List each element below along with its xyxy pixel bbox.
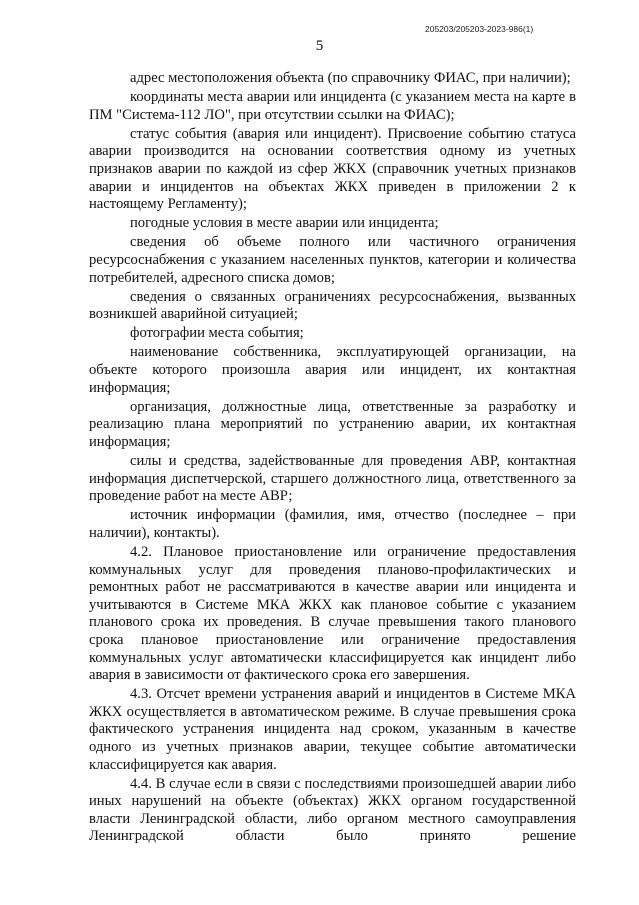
paragraph: организация, должностные лица, ответственные за разработку и реализацию плана мероприятий по устранению аварии, их контактная информация; <box>89 398 576 450</box>
document-body <box>89 70 576 848</box>
paragraph: сведения о связанных ограничениях ресурсоснабжения, вызванных возникшей аварийной ситуацией; <box>89 288 576 323</box>
paragraph: сведения об объеме полного или частичного ограничения ресурсоснабжения с указанием населенных пунктов, категории и количества потребителей, адресного списка домов; <box>89 234 576 286</box>
page-number: 5 <box>315 38 324 54</box>
document-id: 205203/205203-2023-986(1) <box>425 24 534 34</box>
paragraph: адрес местоположения объекта (по справочнику ФИАС, при наличии); <box>130 70 571 86</box>
paragraph: координаты места аварии или инцидента (с указанием места на карте в ПМ "Система-112 ЛО", при отсутствии ссылки на ФИАС); <box>89 89 576 123</box>
paragraph: статус события (авария или инцидент). Присвоение событию статуса аварии производится на основании соответствия одному из учетных признаков аварии по каждой из сфер ЖКХ (справочник учетных признаков аварии и инцидентов на объектах ЖКХ приведен в приложении 2 к настоящему Регламенту); <box>89 125 576 213</box>
paragraph: 4.2. Плановое приостановление или ограничение предоставления коммунальных услуг для проведения планово-профилактических и ремонтных работ не рассматриваются в качестве аварии или инцидента и учитываются в Системе МКА ЖКХ как плановое событие с указанием планового срока их проведения. В случае превышения такого планового срока плановое приостановление или ограничение предоставления коммунальных услуг автоматически классифицируется как инцидент либо авария в зависимости от фактического срока его завершения. <box>89 543 576 684</box>
paragraph: фотографии места события; <box>130 325 304 342</box>
paragraph: 4.3. Отсчет времени устранения аварий и инцидентов в Системе МКА ЖКХ осуществляется в автоматическом режиме. В случае превышения срока фактического устранения инцидента над сроком, указанным в качестве одного из учетных признаков аварии, текущее событие автоматически классифицируется как авария. <box>89 686 576 773</box>
paragraph: источник информации (фамилия, имя, отчество (последнее – при наличии), контакты). <box>89 507 576 541</box>
paragraph: силы и средства, задействованные для проведения АВР, контактная информация диспетчерской, старшего должностного лица, ответственного за проведение работ на месте АВР; <box>89 452 576 505</box>
paragraph: наименование собственника, эксплуатирующей организации, на объекте которого произошла авария или инцидент, их контактная информация; <box>89 344 576 396</box>
paragraph: 4.4. В случае если в связи с последствиями произошедшей аварии либо иных нарушений на объекте (объектах) ЖКХ органом государственной власти Ленинградской области, либо органом местного самоуправления Ленинградской области было принято решение <box>89 775 576 845</box>
paragraph: погодные условия в месте аварии или инцидента; <box>130 215 439 232</box>
